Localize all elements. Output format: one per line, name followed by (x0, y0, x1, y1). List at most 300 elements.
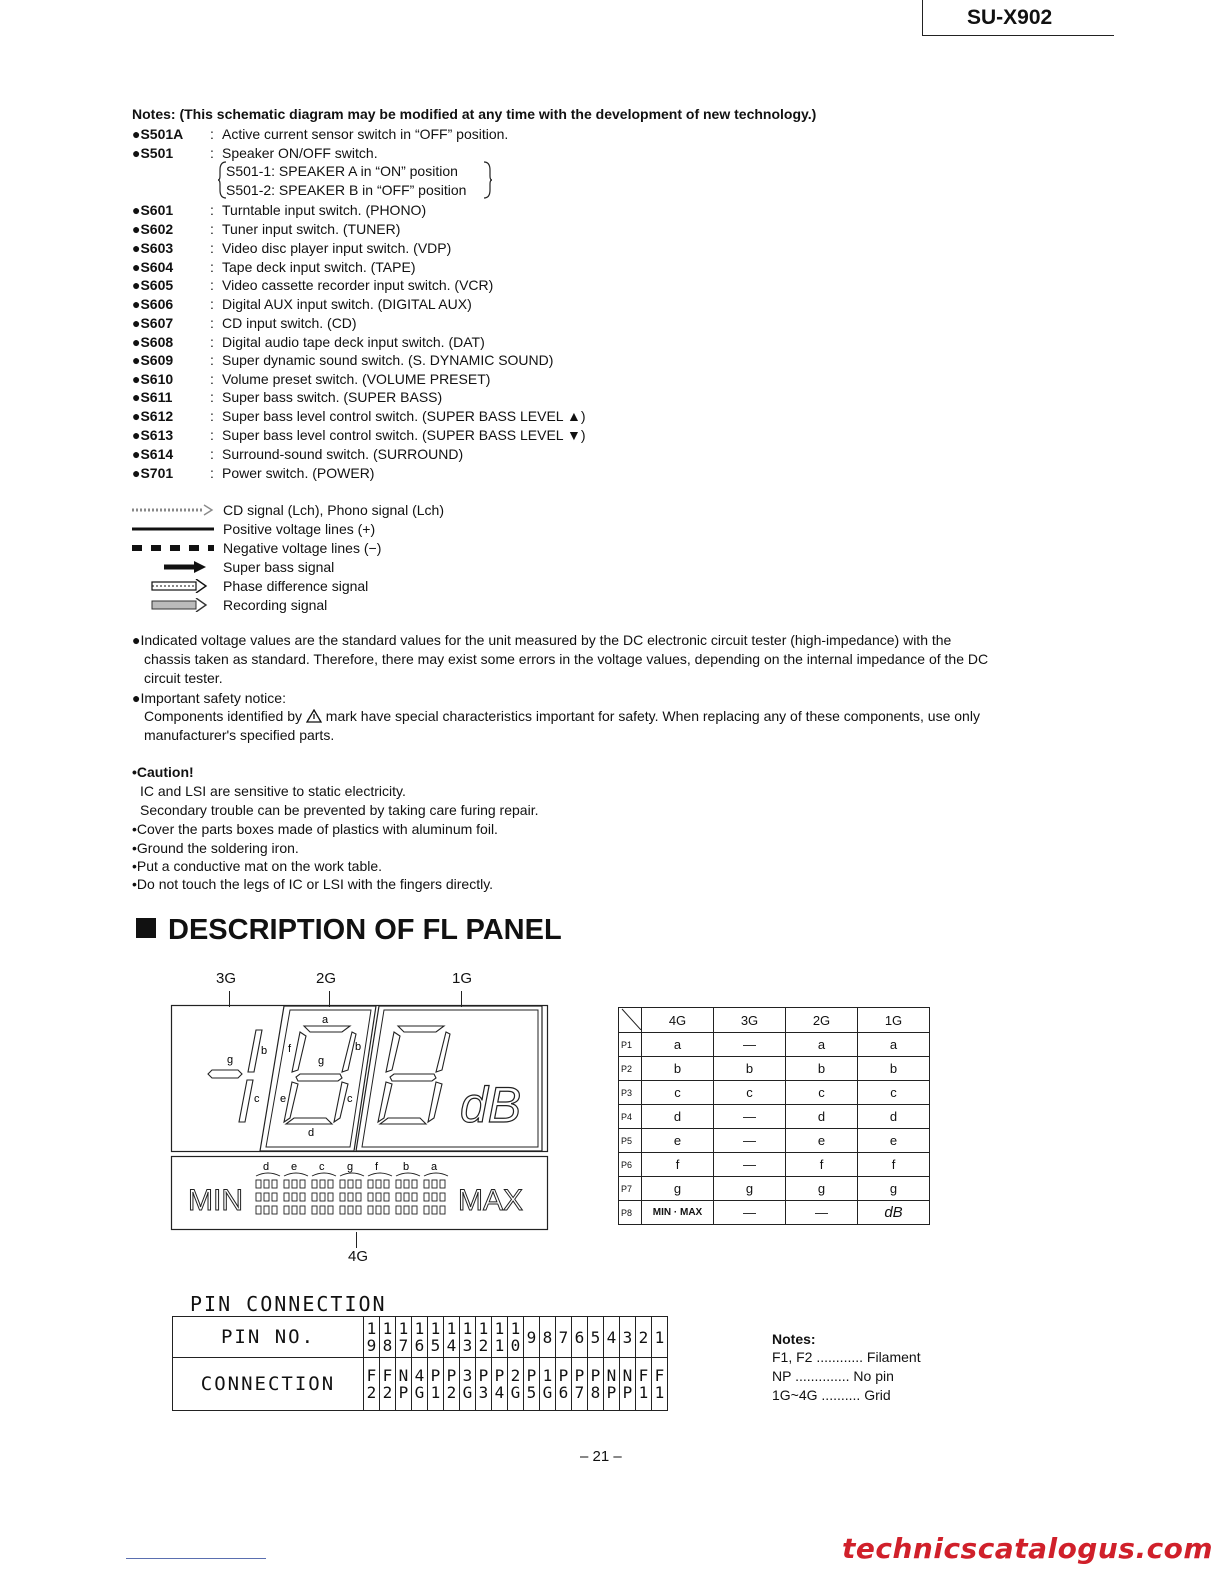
switch-row (132, 239, 451, 257)
bar-cell (292, 1193, 297, 1201)
switch-desc: Super bass level control switch. (SUPER BASS LEVEL ▲) (222, 408, 586, 424)
caution-line-1: IC and LSI are sensitive to static electricity. (140, 783, 406, 799)
pin-label: P1 (619, 1033, 642, 1057)
pin-no-header: PIN NO. (173, 1317, 364, 1358)
voltage-note-1: ●Indicated voltage values are the standard values for the unit measured by the DC electronic circuit tester (high-impedance) with the (132, 632, 952, 648)
switch-desc: Super bass level control switch. (SUPER BASS LEVEL ▼) (222, 427, 586, 443)
bar-cell (384, 1180, 389, 1188)
switch-id: ●S611 (132, 389, 173, 405)
bar-cell (384, 1193, 389, 1201)
seg-label-f: f (288, 1043, 292, 1055)
pin-connection-cell (396, 1358, 412, 1411)
segment-cell: — (714, 1153, 786, 1177)
pin-label: P3 (619, 1081, 642, 1105)
switch-row (132, 258, 415, 276)
segment-cell: f (642, 1153, 714, 1177)
switch-row (132, 351, 553, 369)
segment-cell: — (786, 1201, 858, 1225)
min-indicator: MIN (188, 1184, 243, 1217)
segment-cell: b (858, 1057, 930, 1081)
pin-notes-title: Notes: (772, 1331, 816, 1347)
bar-cell (440, 1193, 445, 1201)
pin-number: 1 9 (366, 1319, 377, 1355)
segment-cell: g (714, 1177, 786, 1201)
watermark-underline (126, 1558, 266, 1559)
switch-id: ●S610 (132, 371, 174, 387)
page-number: – 21 – (580, 1448, 622, 1465)
pin-connection: P 6 (558, 1366, 569, 1402)
switch-colon: : (210, 145, 214, 161)
bar-seg-label: c (319, 1161, 325, 1173)
switch-colon: : (210, 408, 214, 424)
pin-connection: P 5 (526, 1366, 537, 1402)
table-row (619, 1201, 930, 1225)
pin-connection: P 2 (446, 1366, 457, 1402)
bar-cell (272, 1180, 277, 1188)
bar-cell (412, 1193, 417, 1201)
pin-note-grid: 1G~4G .......... Grid (772, 1387, 891, 1403)
pin-connection: N P (398, 1366, 409, 1402)
table-row (619, 1153, 930, 1177)
bar-cell (256, 1193, 261, 1201)
warning-triangle-icon (306, 709, 322, 723)
pin-label: P6 (619, 1153, 642, 1177)
switch-desc: Active current sensor switch in “OFF” position. (222, 126, 509, 142)
bar-seg-label: d (263, 1161, 270, 1173)
bar-cell (300, 1193, 305, 1201)
dotted-arrow-icon (130, 503, 216, 517)
pin-number: 5 (590, 1327, 601, 1347)
grid-label-4g: 4G (348, 1248, 369, 1265)
voltage-note-3: circuit tester. (144, 670, 223, 686)
segment-cell: — (714, 1129, 786, 1153)
bar-seg-arc (284, 1173, 308, 1176)
hatched-arrow-icon (130, 579, 216, 593)
watermark[interactable]: technicscatalogus.com (842, 1532, 1214, 1565)
segment-cell: a (786, 1033, 858, 1057)
safety-notice-title: ●Important safety notice: (132, 690, 286, 706)
pin-connection-cell (444, 1358, 460, 1411)
bar-cell (384, 1206, 389, 1214)
pin-number-cell (508, 1317, 524, 1358)
pin-number-cell (412, 1317, 428, 1358)
bar-cell (412, 1180, 417, 1188)
pin-number-cell (428, 1317, 444, 1358)
s501-sub-2: S501-2: SPEAKER B in “OFF” position (226, 182, 467, 198)
segment-cell: e (858, 1129, 930, 1153)
s501-sub-1: S501-1: SPEAKER A in “ON” position (226, 163, 458, 179)
segment-cell: — (714, 1105, 786, 1129)
pin-connection: N P (606, 1366, 617, 1402)
pin-connection: P 3 (478, 1366, 489, 1402)
bar-cell (376, 1193, 381, 1201)
bar-meter (256, 1161, 448, 1214)
pin-connection: F 1 (638, 1366, 649, 1402)
bar-cell (348, 1206, 353, 1214)
switch-desc: Super bass switch. (SUPER BASS) (222, 389, 443, 405)
bar-cell (404, 1180, 409, 1188)
switch-row (132, 333, 485, 351)
grid-label-2g: 2G (316, 970, 337, 987)
pin-label: P2 (619, 1057, 642, 1081)
segment-cell: — (714, 1201, 786, 1225)
segment-cell: b (714, 1057, 786, 1081)
pin-number: 1 0 (510, 1319, 521, 1355)
bar-cell (348, 1193, 353, 1201)
switch-colon: : (210, 352, 214, 368)
bar-seg-label: e (291, 1161, 298, 1173)
pin-connection-cell (604, 1358, 620, 1411)
table-row (619, 1081, 930, 1105)
bar-cell (284, 1206, 289, 1214)
bar-seg-label: g (347, 1161, 354, 1173)
bar-seg-arc (396, 1173, 420, 1176)
voltage-note-2: chassis taken as standard. Therefore, there may exist some errors in the voltage values, depending on the internal impedance of the DC (144, 651, 989, 667)
bar-cell (348, 1180, 353, 1188)
bar-cell (284, 1193, 289, 1201)
table-row (619, 1105, 930, 1129)
bar-cell (404, 1206, 409, 1214)
switch-id: ●S608 (132, 334, 174, 350)
bar-cell (376, 1180, 381, 1188)
pin-number: 1 8 (382, 1319, 393, 1355)
pin-connection: F 2 (366, 1366, 377, 1402)
segment-cell: dB (858, 1201, 930, 1225)
bar-cell (328, 1193, 333, 1201)
bar-seg-label: b (403, 1161, 410, 1173)
switch-colon: : (210, 315, 214, 331)
shaded-arrow-icon (130, 598, 216, 612)
pin-number-cell (572, 1317, 588, 1358)
pin-connection-table (172, 1316, 668, 1411)
segment-cell: e (786, 1129, 858, 1153)
pin-number: 6 (574, 1327, 585, 1347)
caution-line-2: Secondary trouble can be prevented by taking care furing repair. (140, 802, 539, 818)
switch-id: ●S613 (132, 427, 174, 443)
segment-cell: g (642, 1177, 714, 1201)
bar-cell (300, 1206, 305, 1214)
switch-desc: Video cassette recorder input switch. (VCR) (222, 277, 494, 293)
pin-number: 1 (654, 1327, 665, 1347)
switch-colon: : (210, 221, 214, 237)
corner-cell (619, 1008, 642, 1033)
bar-cell (328, 1180, 333, 1188)
bold-arrow-icon (130, 560, 216, 574)
switch-row (132, 295, 472, 313)
grid-header: 3G (714, 1008, 786, 1033)
bar-cell (264, 1193, 269, 1201)
pin-label: P5 (619, 1129, 642, 1153)
switch-row (132, 370, 490, 388)
segment-cell: d (642, 1105, 714, 1129)
bar-cell (312, 1193, 317, 1201)
switch-desc: Power switch. (POWER) (222, 465, 375, 481)
switch-colon: : (210, 371, 214, 387)
bar-cell (264, 1206, 269, 1214)
pin-number-cell (588, 1317, 604, 1358)
bar-cell (272, 1206, 277, 1214)
table-row (619, 1057, 930, 1081)
seg-label-c-3g: c (254, 1093, 260, 1105)
segment-cell: b (786, 1057, 858, 1081)
switch-row (132, 220, 400, 238)
bar-cell (424, 1206, 429, 1214)
pin-note-filament: F1, F2 ............ Filament (772, 1349, 921, 1365)
pin-number-cell (476, 1317, 492, 1358)
safety-notice-text: Components identified by mark have special characteristics important for safety. When replacing any of these components, use only (144, 708, 980, 724)
max-indicator: MAX (458, 1184, 524, 1217)
pin-connection: P 1 (430, 1366, 441, 1402)
switch-id: ●S501A (132, 126, 184, 142)
pin-connection: F 1 (654, 1366, 665, 1402)
segment-table-header (619, 1008, 930, 1033)
segment-cell: f (858, 1153, 930, 1177)
bar-cell (264, 1180, 269, 1188)
bar-cell (292, 1206, 297, 1214)
pin-number: 1 2 (478, 1319, 489, 1355)
segment-cell: d (786, 1105, 858, 1129)
pin-number-cell (556, 1317, 572, 1358)
table-row (619, 1129, 930, 1153)
switch-id: ●S602 (132, 221, 174, 237)
caution-line-5: •Put a conductive mat on the work table. (132, 858, 383, 874)
switch-colon: : (210, 240, 214, 256)
pin-connection-cell (652, 1358, 668, 1411)
segment-cell: g (858, 1177, 930, 1201)
bar-cell (312, 1180, 317, 1188)
segment-cell: c (786, 1081, 858, 1105)
pin-number-cell (460, 1317, 476, 1358)
switch-row (132, 125, 508, 143)
fl-display-diagram (170, 1004, 552, 1232)
bar-cell (396, 1206, 401, 1214)
pin-connection-cell (508, 1358, 524, 1411)
pin-note-nopin: NP .............. No pin (772, 1368, 894, 1384)
grid-label-1g: 1G (452, 970, 473, 987)
bar-cell (340, 1193, 345, 1201)
table-row (619, 1033, 930, 1057)
switch-id: ●S701 (132, 465, 174, 481)
caution-line-6: •Do not touch the legs of IC or LSI with the fingers directly. (132, 876, 494, 892)
pin-number-cell (636, 1317, 652, 1358)
bar-cell (368, 1193, 373, 1201)
grid-label-3g: 3G (216, 970, 237, 987)
pin-number-cell (524, 1317, 540, 1358)
switch-colon: : (210, 427, 214, 443)
solid-line-icon (130, 522, 216, 536)
pin-number: 1 3 (462, 1319, 473, 1355)
bar-seg-arc (340, 1173, 364, 1176)
seg-label-a: a (322, 1014, 329, 1026)
bar-cell (292, 1180, 297, 1188)
bar-seg-arc (424, 1173, 448, 1176)
switch-row (132, 445, 463, 463)
segment-cell: a (858, 1033, 930, 1057)
switch-id: ●S604 (132, 259, 174, 275)
switch-desc: Tuner input switch. (TUNER) (222, 221, 401, 237)
switch-colon: : (210, 334, 214, 350)
switch-row (132, 314, 357, 332)
bar-cell (396, 1180, 401, 1188)
bar-seg-label: a (431, 1161, 438, 1173)
switch-desc: Surround-sound switch. (SURROUND) (222, 446, 464, 462)
bar-cell (376, 1206, 381, 1214)
segment-cell: c (642, 1081, 714, 1105)
bar-cell (440, 1180, 445, 1188)
bar-cell (340, 1206, 345, 1214)
switch-id: ●S609 (132, 352, 174, 368)
seg-label-d: d (308, 1127, 315, 1139)
pin-number-cell (652, 1317, 668, 1358)
switch-colon: : (210, 277, 214, 293)
pin-number-cell (380, 1317, 396, 1358)
pin-connection-cell (524, 1358, 540, 1411)
pin-number-cell (444, 1317, 460, 1358)
switch-colon: : (210, 389, 214, 405)
bar-cell (424, 1193, 429, 1201)
db-indicator: dB (460, 1077, 522, 1133)
switch-row (132, 426, 585, 444)
bar-cell (272, 1193, 277, 1201)
switch-colon: : (210, 296, 214, 312)
pin-number-cell (396, 1317, 412, 1358)
pin-number: 2 (638, 1327, 649, 1347)
s501-braces (218, 160, 498, 200)
pin-connection-cell (460, 1358, 476, 1411)
switch-colon: : (210, 126, 214, 142)
bar-cell (256, 1206, 261, 1214)
pin-number: 1 1 (494, 1319, 505, 1355)
seg-label-g-2g: g (318, 1055, 325, 1067)
switch-id: ●S612 (132, 408, 174, 424)
pin-number: 3 (622, 1327, 633, 1347)
switch-id: ●S606 (132, 296, 174, 312)
pin-connection-cell (556, 1358, 572, 1411)
bar-cell (404, 1193, 409, 1201)
segment-cell: g (786, 1177, 858, 1201)
bar-cell (284, 1180, 289, 1188)
pin-connection: 1 G (542, 1366, 553, 1402)
bar-cell (320, 1206, 325, 1214)
caution-line-3: •Cover the parts boxes made of plastics with aluminum foil. (132, 821, 498, 837)
switch-desc: Digital audio tape deck input switch. (DAT) (222, 334, 485, 350)
pin-number-cell (540, 1317, 556, 1358)
pin-connection-cell (476, 1358, 492, 1411)
pin-connection: 3 G (462, 1366, 473, 1402)
bar-seg-arc (256, 1173, 280, 1176)
switch-id: ●S603 (132, 240, 174, 256)
pin-connection-cell (620, 1358, 636, 1411)
bar-cell (356, 1206, 361, 1214)
segment-cell: MIN · MAX (642, 1201, 714, 1225)
safety-notice-text-2: manufacturer's specified parts. (144, 727, 335, 743)
segment-cell: a (642, 1033, 714, 1057)
switch-desc: Speaker ON/OFF switch. (222, 145, 378, 161)
pin-number-cell (620, 1317, 636, 1358)
segment-cell: e (642, 1129, 714, 1153)
bar-cell (328, 1206, 333, 1214)
bar-seg-arc (368, 1173, 392, 1176)
switch-desc: Turntable input switch. (PHONO) (222, 202, 427, 218)
bar-cell (312, 1206, 317, 1214)
pin-connection-cell (572, 1358, 588, 1411)
bar-cell (340, 1180, 345, 1188)
connection-header: CONNECTION (173, 1358, 364, 1411)
pin-connection-title: PIN CONNECTION (190, 1292, 387, 1316)
switch-desc: Tape deck input switch. (TAPE) (222, 259, 416, 275)
pin-connection: P 8 (590, 1366, 601, 1402)
pin-number: 1 5 (430, 1319, 441, 1355)
pin-connection: F 2 (382, 1366, 393, 1402)
bar-cell (424, 1180, 429, 1188)
caution-line-4: •Ground the soldering iron. (132, 840, 299, 856)
switch-colon: : (210, 446, 214, 462)
switch-id: ●S601 (132, 202, 174, 218)
bar-cell (440, 1206, 445, 1214)
segment-table (618, 1007, 930, 1225)
pin-connection-cell (428, 1358, 444, 1411)
pin-label: P8 (619, 1201, 642, 1225)
caution-title: •Caution! (132, 764, 194, 780)
switch-row (132, 276, 493, 294)
fl-panel-heading: DESCRIPTION OF FL PANEL (136, 914, 562, 947)
tick-4g (356, 1232, 357, 1248)
pin-number-cell (492, 1317, 508, 1358)
pin-connection: N P (622, 1366, 633, 1402)
pin-number: 1 7 (398, 1319, 409, 1355)
bar-cell (300, 1180, 305, 1188)
pin-connection-cell (636, 1358, 652, 1411)
switch-desc: Digital AUX input switch. (DIGITAL AUX) (222, 296, 472, 312)
bar-cell (368, 1180, 373, 1188)
switch-desc: CD input switch. (CD) (222, 315, 357, 331)
segment-cell: b (642, 1057, 714, 1081)
bar-cell (412, 1206, 417, 1214)
seg-label-b-3g: b (261, 1045, 268, 1057)
pin-number: 4 (606, 1327, 617, 1347)
switch-desc: Volume preset switch. (VOLUME PRESET) (222, 371, 491, 387)
segment-cell: c (714, 1081, 786, 1105)
switch-colon: : (210, 259, 214, 275)
segment-cell: d (858, 1105, 930, 1129)
pin-connection: P 7 (574, 1366, 585, 1402)
seg-label-b-2g: b (355, 1041, 362, 1053)
table-row (619, 1177, 930, 1201)
bar-seg-arc (312, 1173, 336, 1176)
bar-cell (368, 1206, 373, 1214)
bar-cell (256, 1180, 261, 1188)
segment-cell: — (714, 1033, 786, 1057)
switch-id: ●S605 (132, 277, 174, 293)
pin-number: 1 4 (446, 1319, 457, 1355)
grid-header: 1G (858, 1008, 930, 1033)
notes-title: Notes: (This schematic diagram may be modified at any time with the development of new technology.) (132, 106, 817, 122)
pin-number: 1 6 (414, 1319, 425, 1355)
switch-colon: : (210, 465, 214, 481)
bar-cell (432, 1206, 437, 1214)
switch-id: ●S607 (132, 315, 174, 331)
segment-cell: f (786, 1153, 858, 1177)
pin-number-cell (364, 1317, 380, 1358)
bar-cell (396, 1193, 401, 1201)
pin-connection-cell (412, 1358, 428, 1411)
pin-number: 7 (558, 1327, 569, 1347)
bar-seg-label: f (375, 1161, 379, 1173)
pin-label: P4 (619, 1105, 642, 1129)
pin-connection: 4 G (414, 1366, 425, 1402)
bullet-square-icon (136, 918, 156, 938)
bar-cell (356, 1193, 361, 1201)
